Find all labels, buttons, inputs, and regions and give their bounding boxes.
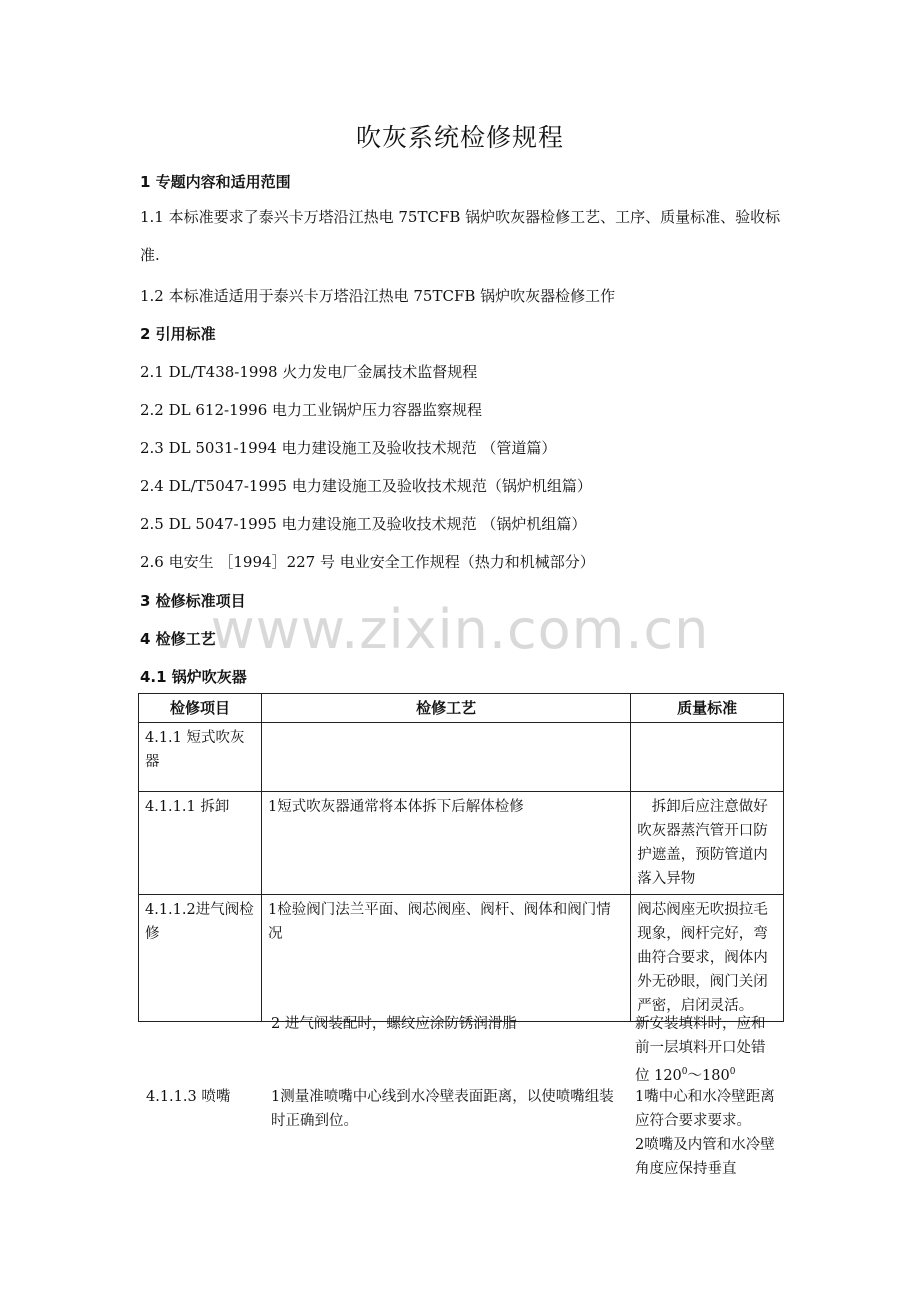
section-2-4-text: 2.4 DL/T5047-1995 电力建设施工及验收技术规范（锅炉机组篇） <box>140 477 592 495</box>
table-row <box>139 895 784 1022</box>
table-row <box>139 723 784 792</box>
header-process: 检修工艺 <box>262 694 631 723</box>
row-process <box>262 723 631 792</box>
table-header-row <box>139 694 784 723</box>
section-2-6-text: 2.6 电安生 ［1994］227 号 电业安全工作规程（热力和机械部分） <box>140 553 595 571</box>
row-process: 1短式吹灰器通常将本体拆下后解体检修 <box>262 792 631 895</box>
row-item: 4.1.1.1 拆卸 <box>139 792 262 895</box>
process-step-3: 1测量准喷嘴中心线到水冷壁表面距离，以使喷嘴组装时正确到位。 <box>271 1089 614 1129</box>
row-process: 1检验阀门法兰平面、阀芯阀座、阀杆、阀体和阀门情况 <box>262 895 631 1022</box>
row-standard: 阀芯阀座无吹损拉毛现象，阀杆完好，弯曲符合要求，阀体内外无砂眼，阀门关闭严密，启闭灵活。 <box>631 895 784 1022</box>
standard-step-3a: 1嘴中心和水冷壁距离应符合要求要求。 <box>635 1089 775 1129</box>
row-standard: 拆卸后应注意做好吹灰器蒸汽管开口防护遮盖，预防管道内落入异物 <box>631 792 784 895</box>
section-1-2-text: 1.2 本标准适适用于泰兴卡万塔沿江热电 75TCFB 锅炉吹灰器检修工作 <box>140 287 616 305</box>
section-4-1-heading: 4.1 锅炉吹灰器 <box>140 668 247 686</box>
process-step-2: 2 进气阀装配时，螺纹应涂防锈润滑脂 <box>271 1016 517 1032</box>
header-standard: 质量标准 <box>631 694 784 723</box>
inspection-table <box>138 693 784 1022</box>
row-item: 4.1.1.2进气阀检修 <box>139 895 262 1022</box>
standard-step-2-range: ～180 <box>687 1067 730 1084</box>
watermark: www.zixin.com.cn <box>210 598 710 661</box>
table-row <box>139 792 784 895</box>
item-nozzle: 4.1.1.3 喷嘴 <box>146 1089 231 1105</box>
section-4-heading: 4 检修工艺 <box>140 630 216 648</box>
section-2-3-text: 2.3 DL 5031-1994 电力建设施工及验收技术规范 （管道篇） <box>140 439 557 457</box>
section-2-heading: 2 引用标准 <box>140 325 216 343</box>
section-2-1-text: 2.1 DL/T438-1998 火力发电厂金属技术监督规程 <box>140 363 478 381</box>
section-1-heading: 1 专题内容和适用范围 <box>140 173 291 191</box>
document-title: 吹灰系统检修规程 <box>355 123 564 152</box>
standard-step-3b: 2喷嘴及内管和水冷壁角度应保持垂直 <box>635 1137 775 1177</box>
section-2-2-text: 2.2 DL 612-1996 电力工业锅炉压力容器监察规程 <box>140 401 483 419</box>
standard-step-2-text: 新安装填料时，应和前一层填料开口处错位 120 <box>635 1016 766 1084</box>
section-3-heading: 3 检修标准项目 <box>140 592 246 610</box>
section-1-1-text: 1.1 本标准要求了泰兴卡万塔沿江热电 75TCFB 锅炉吹灰器检修工艺、工序、质量标准、验收标准. <box>140 208 781 264</box>
section-2-5-text: 2.5 DL 5047-1995 电力建设施工及验收技术规范 （锅炉机组篇） <box>140 515 587 533</box>
degree-mark: 0 <box>681 1067 688 1077</box>
row-item: 4.1.1 短式吹灰器 <box>139 723 262 792</box>
header-item: 检修项目 <box>139 694 262 723</box>
standard-step-2 <box>635 1012 777 1088</box>
row-standard <box>631 723 784 792</box>
degree-mark: 0 <box>729 1067 736 1077</box>
